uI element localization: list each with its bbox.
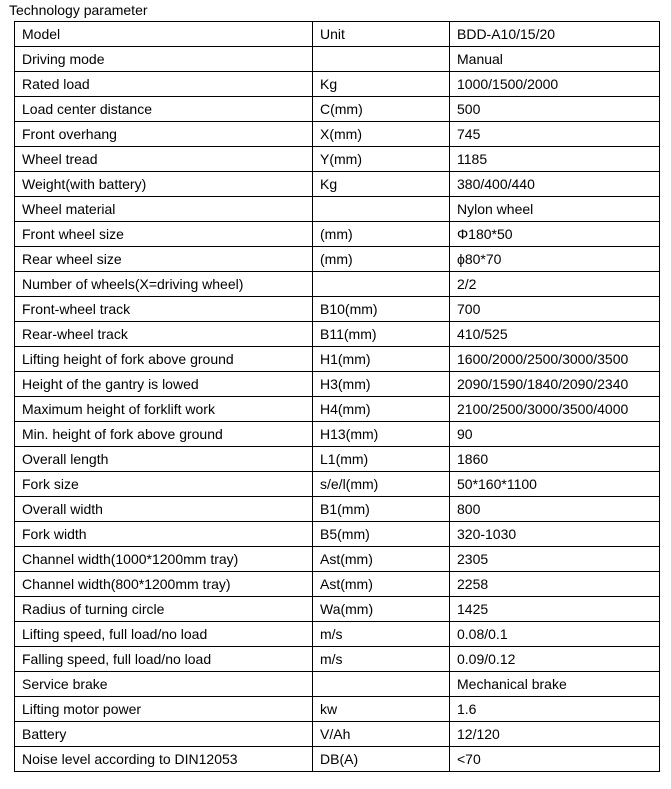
value-cell: 1860 [450,447,660,472]
unit-cell: Ast(mm) [313,572,450,597]
table-row [15,672,660,697]
value-cell: 50*160*1100 [450,472,660,497]
value-cell: 1.6 [450,697,660,722]
unit-cell [313,197,450,222]
unit-cell: Kg [313,72,450,97]
parameter-cell: Battery [15,722,313,747]
parameter-cell: Wheel material [15,197,313,222]
unit-cell: (mm) [313,247,450,272]
unit-cell: m/s [313,622,450,647]
parameter-cell: Min. height of fork above ground [15,422,313,447]
parameter-cell: Falling speed, full load/no load [15,647,313,672]
value-cell: 500 [450,97,660,122]
table-row [15,397,660,422]
parameter-cell: Lifting height of fork above ground [15,347,313,372]
unit-cell: B5(mm) [313,522,450,547]
table-row [15,472,660,497]
unit-cell: H4(mm) [313,397,450,422]
spec-table [14,21,660,772]
unit-cell: s/e/l(mm) [313,472,450,497]
value-cell: 380/400/440 [450,172,660,197]
table-row [15,122,660,147]
value-cell: 2090/1590/1840/2090/2340 [450,372,660,397]
value-cell: <70 [450,747,660,772]
unit-cell: Kg [313,172,450,197]
table-row [15,197,660,222]
unit-cell: Wa(mm) [313,597,450,622]
value-cell: 90 [450,422,660,447]
table-row [15,72,660,97]
header-unit: Unit [313,22,450,47]
unit-cell: H3(mm) [313,372,450,397]
table-row [15,372,660,397]
value-cell: Manual [450,47,660,72]
unit-cell: H1(mm) [313,347,450,372]
parameter-cell: Channel width(800*1200mm tray) [15,572,313,597]
table-row [15,272,660,297]
value-cell: 745 [450,122,660,147]
parameter-cell: Rear wheel size [15,247,313,272]
value-cell: Nylon wheel [450,197,660,222]
parameter-cell: Fork width [15,522,313,547]
parameter-cell: Channel width(1000*1200mm tray) [15,547,313,572]
value-cell: 800 [450,497,660,522]
unit-cell [313,272,450,297]
table-row [15,222,660,247]
parameter-cell: Load center distance [15,97,313,122]
value-cell: 2258 [450,572,660,597]
unit-cell: B11(mm) [313,322,450,347]
table-row [15,572,660,597]
value-cell: 1000/1500/2000 [450,72,660,97]
table-row [15,97,660,122]
parameter-cell: Height of the gantry is lowed [15,372,313,397]
parameter-cell: Number of wheels(X=driving wheel) [15,272,313,297]
value-cell: 2305 [450,547,660,572]
table-row [15,747,660,772]
table-row [15,247,660,272]
parameter-cell: Overall length [15,447,313,472]
value-cell: 320-1030 [450,522,660,547]
parameter-cell: Maximum height of forklift work [15,397,313,422]
parameter-cell: Fork size [15,472,313,497]
table-row [15,547,660,572]
table-row [15,647,660,672]
unit-cell: (mm) [313,222,450,247]
table-row [15,522,660,547]
unit-cell: B10(mm) [313,297,450,322]
unit-cell: m/s [313,647,450,672]
page-title: Technology parameter [9,2,148,18]
unit-cell: C(mm) [313,97,450,122]
unit-cell: B1(mm) [313,497,450,522]
parameter-cell: Front wheel size [15,222,313,247]
value-cell: 1600/2000/2500/3000/3500 [450,347,660,372]
value-cell: 410/525 [450,322,660,347]
parameter-cell: Rated load [15,72,313,97]
unit-cell: L1(mm) [313,447,450,472]
value-cell: 1185 [450,147,660,172]
value-cell: ϕ80*70 [450,247,660,272]
parameter-cell: Weight(with battery) [15,172,313,197]
unit-cell: DB(A) [313,747,450,772]
unit-cell: Ast(mm) [313,547,450,572]
header-model: BDD-A10/15/20 [450,22,660,47]
table-row [15,722,660,747]
table-row [15,297,660,322]
table-row [15,422,660,447]
unit-cell [313,672,450,697]
parameter-cell: Wheel tread [15,147,313,172]
parameter-cell: Service brake [15,672,313,697]
unit-cell [313,47,450,72]
value-cell: 1425 [450,597,660,622]
table-row [15,447,660,472]
parameter-cell: Front overhang [15,122,313,147]
table-row [15,347,660,372]
value-cell: Mechanical brake [450,672,660,697]
parameter-cell: Radius of turning circle [15,597,313,622]
parameter-cell: Noise level according to DIN12053 [15,747,313,772]
unit-cell: kw [313,697,450,722]
table-row [15,47,660,72]
table-row [15,597,660,622]
unit-cell: X(mm) [313,122,450,147]
unit-cell: Y(mm) [313,147,450,172]
table-row [15,172,660,197]
table-row [15,497,660,522]
value-cell: 0.09/0.12 [450,647,660,672]
unit-cell: H13(mm) [313,422,450,447]
spec-table-body [15,22,660,772]
value-cell: Φ180*50 [450,222,660,247]
table-row [15,622,660,647]
value-cell: 2/2 [450,272,660,297]
table-row [15,697,660,722]
value-cell: 12/120 [450,722,660,747]
parameter-cell: Front-wheel track [15,297,313,322]
parameter-cell: Overall width [15,497,313,522]
parameter-cell: Lifting motor power [15,697,313,722]
value-cell: 700 [450,297,660,322]
parameter-cell: Driving mode [15,47,313,72]
value-cell: 0.08/0.1 [450,622,660,647]
header-parameter: Model [15,22,313,47]
table-row [15,147,660,172]
parameter-cell: Lifting speed, full load/no load [15,622,313,647]
table-header-row [15,22,660,47]
value-cell: 2100/2500/3000/3500/4000 [450,397,660,422]
table-row [15,322,660,347]
unit-cell: V/Ah [313,722,450,747]
parameter-cell: Rear-wheel track [15,322,313,347]
